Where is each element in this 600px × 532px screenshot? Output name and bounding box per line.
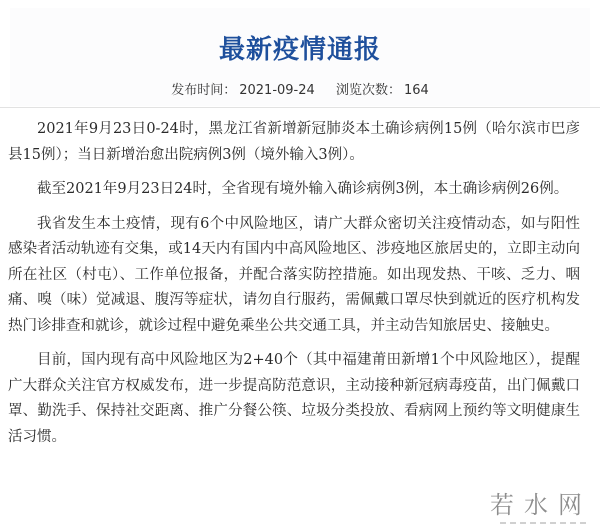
article-meta (0, 82, 600, 100)
views-label: 浏览次数： (335, 83, 401, 98)
watermark-underline (500, 522, 586, 526)
watermark: 若水网 (490, 491, 592, 519)
article-body (8, 117, 580, 459)
article-paragraph: 截至2021年9月23日24时，全省现有境外输入确诊病例3例，本土确诊病例26例。 (37, 181, 569, 197)
views-count: 164 (403, 83, 429, 98)
page-title: 最新疫情通报 (218, 35, 381, 65)
publish-date: 2021-09-24 (239, 83, 315, 98)
article-paragraph: 2021年9月23日0-24时，黑龙江省新增新冠肺炎本土确诊病例15例（哈尔滨市巴彦县15例）；当日新增治愈出院病例3例（境外输入3例）。 (8, 121, 580, 163)
article-paragraph: 目前，国内现有高中风险地区为2+40个（其中福建莆田新增1个中风险地区），提醒广大群众关注官方权威发布，进一步提高防范意识，主动接种新冠病毒疫苗，出门佩戴口罩、勤洗手、保持社交距离、推广分餐公筷、垃圾分类投放、看病网上预约等文明健康生活习惯。 (8, 352, 580, 445)
article-paragraph: 我省发生本土疫情，现有6个中风险地区，请广大群众密切关注疫情动态，如与阳性感染者活动轨迹有交集，或14天内有国内中高风险地区、涉疫地区旅居史的，立即主动向所在社区（村屯）、工作单位报备，并配合落实防控措施。如出现发热、干咳、乏力、咽痛、嗅（味）觉减退、腹泻等症状，请勿自行服药，需佩戴口罩尽快到就近的医疗机构发热门诊排查和就诊，就诊过程中避免乘坐公共交通工具，并主动告知旅居史、接触史。 (8, 215, 580, 334)
publish-label: 发布时间： (171, 83, 237, 98)
header-divider (0, 107, 600, 108)
